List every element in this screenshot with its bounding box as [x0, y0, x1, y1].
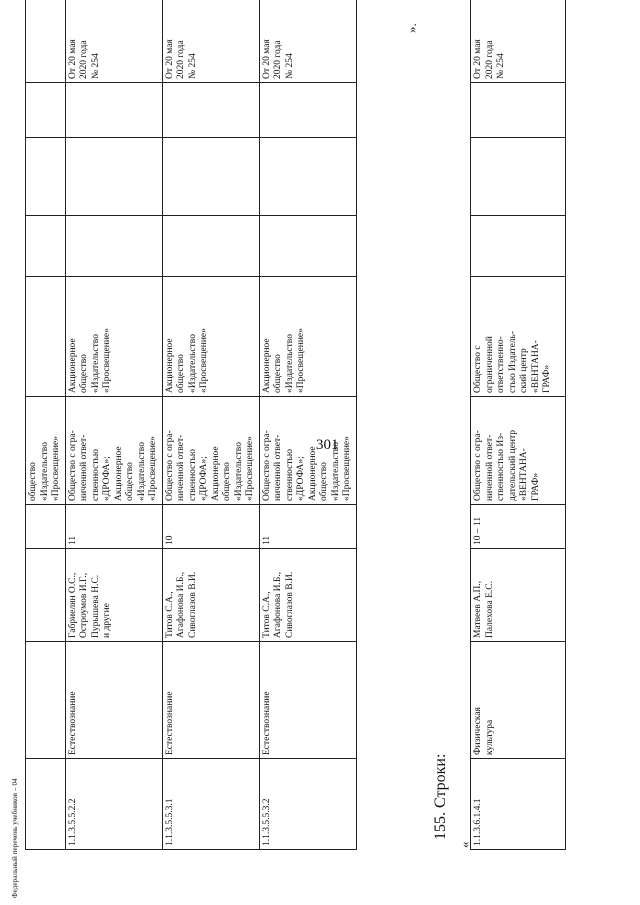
- cell-empty: [65, 83, 162, 138]
- cell-code: 1.1.3.5.5.3.1: [162, 759, 259, 850]
- cell-empty: [471, 138, 566, 216]
- cell-empty: [162, 83, 259, 138]
- cell-empty: [26, 0, 66, 83]
- page-number: 301: [316, 437, 339, 453]
- table-row: [471, 0, 566, 850]
- cell-subject: Естествознание: [259, 642, 356, 759]
- table-row: [26, 0, 66, 850]
- cell-empty: [471, 216, 566, 277]
- cell-empty: [259, 138, 356, 216]
- cell-subject: Естествознание: [162, 642, 259, 759]
- table-row: [65, 0, 162, 850]
- cell-grade: 10 – 11: [471, 505, 566, 549]
- cell-authors: Титов С.А., Агафонова И.Б., Сивоглазов В.И.: [162, 549, 259, 642]
- cell-empty: [26, 549, 66, 642]
- cell-grade: 11: [65, 505, 162, 549]
- cell-code: 1.1.3.5.5.2.2: [65, 759, 162, 850]
- cell-publisher: Общество с огра- ниченной ответ- ственностью «ДРОФА»; Акционерное общество «Издательство «Просвещение»: [162, 397, 259, 505]
- cell-code: 1.1.3.6.1.4.1: [471, 759, 566, 850]
- section-heading: 155. Строки:: [432, 753, 449, 840]
- cell-empty: [162, 216, 259, 277]
- cell-publisher: общество «Издательство «Просвещение»: [26, 397, 66, 505]
- cell-empty: [65, 138, 162, 216]
- cell-date: От 20 мая 2020 года № 254: [259, 0, 356, 83]
- cell-grade: 11: [259, 505, 356, 549]
- cell-empty: [259, 83, 356, 138]
- opening-quote: «: [457, 841, 472, 848]
- cell-empty: [26, 138, 66, 216]
- cell-publisher2: Акционерное общество «Издательство «Просвещение»: [65, 277, 162, 397]
- cell-empty: [26, 216, 66, 277]
- cell-publisher2: Акционерное общество «Издательство «Просвещение»: [259, 277, 356, 397]
- cell-publisher2: Акционерное общество «Издательство «Просвещение»: [162, 277, 259, 397]
- cell-empty: [471, 83, 566, 138]
- cell-publisher: Общество с огра- ниченной ответ- ственностью «ДРОФА»; Акционерное общество «Издательство «Просвещение»: [259, 397, 356, 505]
- cell-subject: Естествознание: [65, 642, 162, 759]
- cell-subject: Физическая культура: [471, 642, 566, 759]
- cell-empty: [162, 138, 259, 216]
- cell-authors: Габриелян О.С., Остроумов И.Г., Пурышева Н.С. и другие: [65, 549, 162, 642]
- footer-text: Федеральный перечень учебников – 04: [11, 778, 19, 898]
- cell-empty: [26, 505, 66, 549]
- cell-publisher: Общество с огра- ниченной ответ- ственностью «ДРОФА»; Акционерное общество «Издательство «Просвещение»: [65, 397, 162, 505]
- cell-grade: 10: [162, 505, 259, 549]
- cell-date: От 20 мая 2020 года № 254: [65, 0, 162, 83]
- cell-publisher2: Общество с ограниченной ответственно- стью Издатель- ский центр «ВЕНТАНА- ГРАФ»: [471, 277, 566, 397]
- cell-authors: Матвеев А.П., Палехова Е.С.: [471, 549, 566, 642]
- cell-date: От 20 мая 2020 года № 254: [471, 0, 566, 83]
- closing-quote: ».: [404, 23, 419, 33]
- cell-date: От 20 мая 2020 года № 254: [162, 0, 259, 83]
- main-table: [25, 0, 357, 850]
- second-table: [470, 0, 566, 850]
- cell-empty: [259, 216, 356, 277]
- cell-empty: [26, 83, 66, 138]
- cell-empty: [26, 277, 66, 397]
- cell-empty: [26, 642, 66, 759]
- cell-code: 1.1.3.5.5.3.2: [259, 759, 356, 850]
- table-row: [162, 0, 259, 850]
- cell-empty: [26, 759, 66, 850]
- table-row: [259, 0, 356, 850]
- cell-publisher: Общество с огра- ниченной ответ- ственностью Из- дательский центр «ВЕНТАНА- ГРАФ»: [471, 397, 566, 505]
- cell-authors: Титов С.А., Агафонова И.Б., Сивоглазов В.И.: [259, 549, 356, 642]
- cell-empty: [65, 216, 162, 277]
